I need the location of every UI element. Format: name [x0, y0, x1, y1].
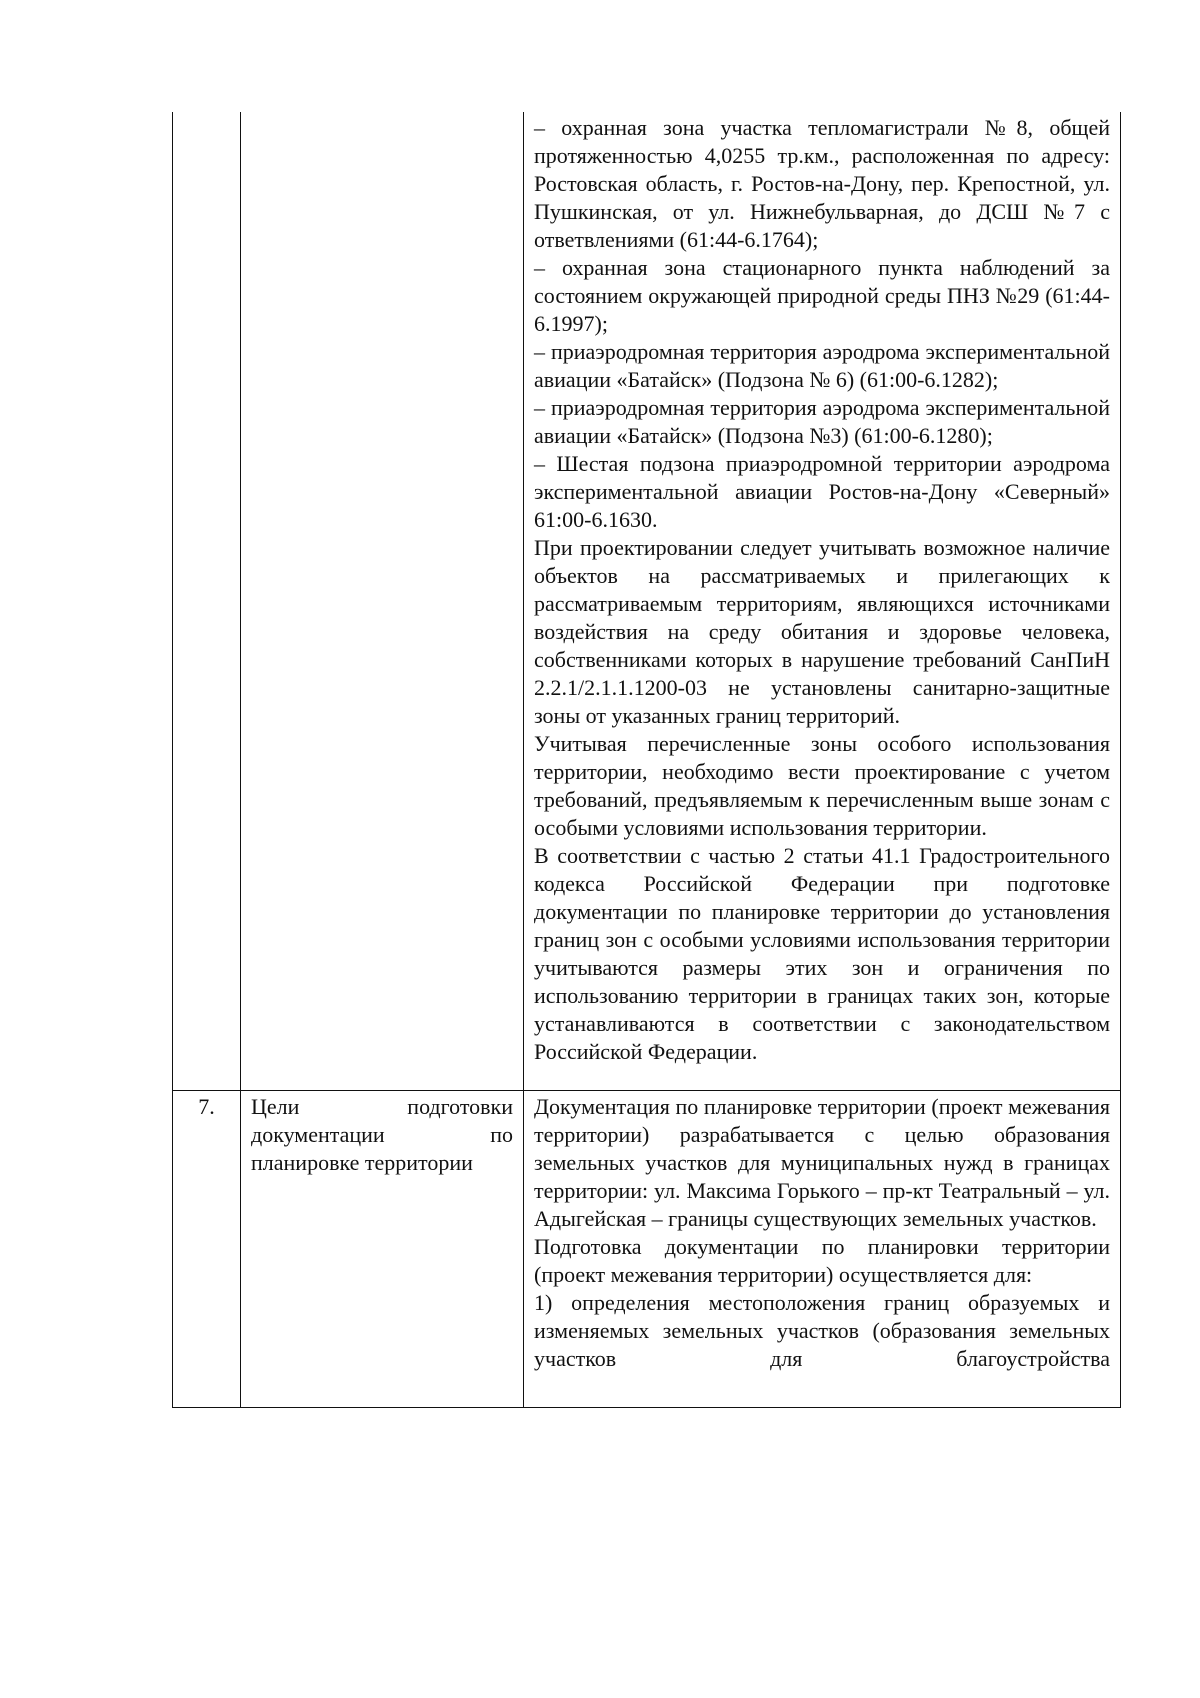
- paragraph: 1) определения местоположения границ образуемых и изменяемых земельных участков (образования земельных участков для благоустройства: [534, 1290, 1110, 1371]
- paragraph: Подготовка документации по планировки территории (проект межевания территории) осуществляется для:: [534, 1234, 1110, 1287]
- row-title-cell: [241, 1091, 524, 1408]
- paragraph: – Шестая подзона приаэродромной территории аэродрома экспериментальной авиации Ростов-на-Дону «Северный» 61:00-6.1630.: [534, 451, 1110, 532]
- paragraph: В соответствии с частью 2 статьи 41.1 Градостроительного кодекса Российской Федерации при подготовке документации по планировке территории до установления границ зон с особыми условиями использования территории учитываются размеры этих зон и ограничения по использованию территории в границах таких зон, которые устанавливаются в соответствии с законодательством Российской Федерации.: [534, 843, 1110, 1064]
- paragraph: Учитывая перечисленные зоны особого использования территории, необходимо вести проектирование с учетом требований, предъявляемым к перечисленным выше зонам с особыми условиями использования территории.: [534, 731, 1110, 840]
- row-title-cell: [241, 112, 524, 1091]
- paragraph: При проектировании следует учитывать возможное наличие объектов на рассматриваемых и прилегающих к рассматриваемым территориям, являющихся источниками воздействия на среду обитания и здоровье человека, собственниками которых в нарушение требований СанПиН 2.2.1/2.1.1.1200-03 не установлены санитарно-защитные зоны от указанных границ территорий.: [534, 535, 1110, 728]
- row-number-cell: [173, 1091, 241, 1408]
- paragraph: – приаэродромная территория аэродрома экспериментальной авиации «Батайск» (Подзона № 6) (61:00-6.1282);: [534, 339, 1110, 392]
- table-row-7: [173, 1091, 1121, 1408]
- row-title: Цели подготовки документации по планировке территории: [251, 1094, 513, 1175]
- row-content-cell: [524, 1091, 1121, 1408]
- table-row-6: [173, 112, 1121, 1091]
- row-number: 7.: [198, 1094, 215, 1119]
- paragraph: – приаэродромная территория аэродрома экспериментальной авиации «Батайск» (Подзона №3) (61:00-6.1280);: [534, 395, 1110, 448]
- paragraph: – охранная зона участка тепломагистрали №8, общей протяженностью 4,0255 тр.км., расположенная по адресу: Ростовская область, г. Ростов-на-Дону, пер. Крепостной, ул. Пушкинская, от ул. Нижнебульварная, до ДСШ №7 с ответвлениями (61:44-6.1764);: [534, 115, 1110, 252]
- row-content-cell: [524, 112, 1121, 1091]
- document-table: [172, 112, 1121, 1408]
- row-number-cell: [173, 112, 241, 1091]
- paragraph: – охранная зона стационарного пункта наблюдений за состоянием окружающей природной среды ПНЗ №29 (61:44-6.1997);: [534, 255, 1110, 336]
- paragraph: Документация по планировке территории (проект межевания территории) разрабатывается с целью образования земельных участков для муниципальных нужд в границах территории: ул. Максима Горького – пр-кт Театральный – ул. Адыгейская – границы существующих земельных участков.: [534, 1094, 1110, 1231]
